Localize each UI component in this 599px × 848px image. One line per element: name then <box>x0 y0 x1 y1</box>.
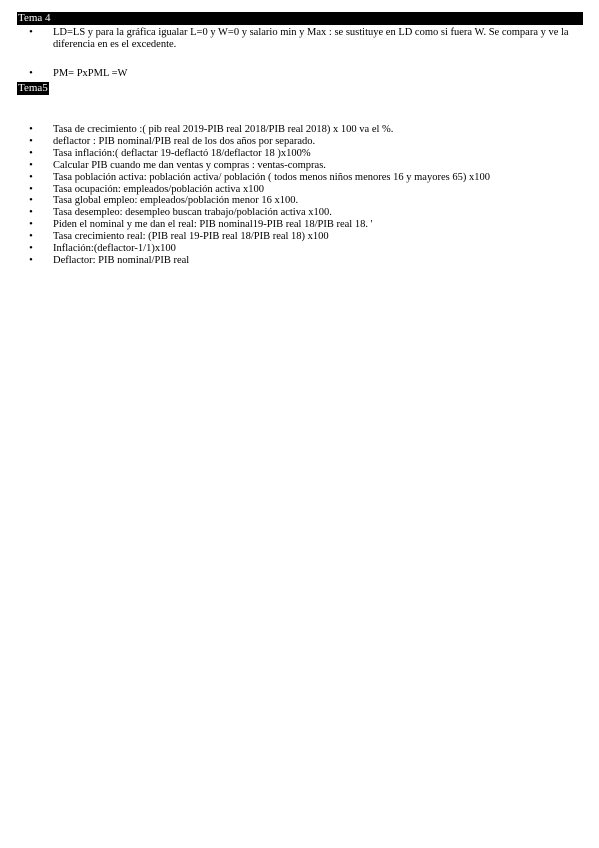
bullet-icon: • <box>29 135 33 147</box>
list-item <box>0 68 599 80</box>
bullet-icon: • <box>29 243 33 255</box>
list-item <box>0 27 599 51</box>
bullet-icon: • <box>29 147 33 159</box>
list-item <box>0 207 599 219</box>
bullet-icon: • <box>29 207 33 219</box>
bullet-icon: • <box>29 124 33 135</box>
list-item-text: PM= PxPML =W <box>53 68 128 79</box>
list-item-text: Calcular PIB cuando me dan ventas y compras : ventas-compras. <box>53 159 326 171</box>
bullet-icon: • <box>29 68 33 79</box>
bullet-icon: • <box>29 254 33 266</box>
bullet-icon: • <box>29 183 33 195</box>
list-item-text: Tasa desempleo: desempleo buscan trabajo/población activa x100. <box>53 207 332 219</box>
bullet-icon: • <box>29 231 33 243</box>
tema-4-list-2 <box>0 68 599 80</box>
list-item <box>0 231 599 243</box>
list-item <box>0 195 599 207</box>
section-heading-tema-5: Tema5 <box>18 82 48 94</box>
list-item <box>0 255 599 267</box>
list-item <box>0 124 599 136</box>
list-item <box>0 136 599 148</box>
list-item-text: Tasa crecimiento real: (PIB real 19-PIB real 18/PIB real 18) x100 <box>53 231 329 243</box>
list-item-text: Piden el nominal y me dan el real: PIB nominal19-PIB real 18/PIB real 18. ' <box>53 219 373 231</box>
bullet-icon: • <box>29 171 33 183</box>
bullet-icon: • <box>29 159 33 171</box>
list-item <box>0 148 599 160</box>
list-item <box>0 243 599 255</box>
list-item <box>0 219 599 231</box>
list-item <box>0 184 599 196</box>
bullet-icon: • <box>29 195 33 207</box>
tema-4-list <box>0 27 599 51</box>
list-item-text: Deflactor: PIB nominal/PIB real <box>53 254 190 266</box>
list-item-text: LD=LS y para la gráfica igualar L=0 y W=0 y salario min y Max : se sustituye en LD como si fuera W. Se compara y ve la diferencia en es el excedente. <box>53 27 569 50</box>
list-item <box>0 160 599 172</box>
tema-5-list <box>0 124 599 267</box>
list-item <box>0 172 599 184</box>
bullet-icon: • <box>29 27 33 38</box>
list-item-text: Inflación:(deflactor-1/1)x100 <box>53 243 176 255</box>
list-item-text: Tasa población activa: población activa/ población ( todos menos niños menores 16 y mayores 65) x100 <box>53 171 490 183</box>
section-heading-tema-4: Tema 4 <box>17 12 583 25</box>
list-item-text: Tasa global empleo: empleados/población menor 16 x100. <box>53 195 299 207</box>
list-item-text: Tasa ocupación: empleados/población activa x100 <box>53 183 264 195</box>
list-item-text: Tasa de crecimiento :( pib real 2019-PIB real 2018/PIB real 2018) x 100 va el %. <box>53 124 394 135</box>
list-item-text: deflactor : PIB nominal/PIB real de los dos años por separado. <box>53 135 316 147</box>
list-item-text: Tasa inflación:( deflactar 19-deflactó 18/deflactor 18 )x100% <box>53 147 311 159</box>
bullet-icon: • <box>29 219 33 231</box>
